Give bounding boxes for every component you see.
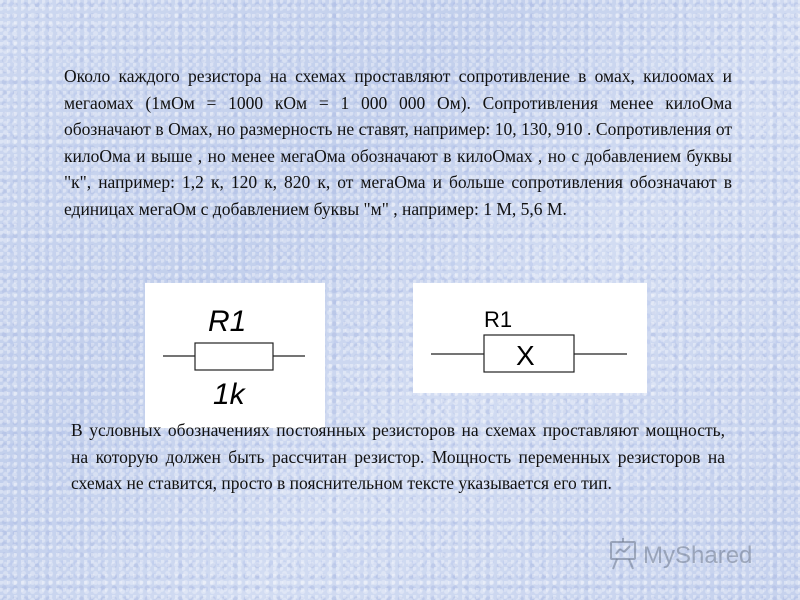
resistor-symbol-svg-2 (413, 283, 647, 393)
resistor-body (195, 343, 273, 370)
resistor-symbol-svg (145, 283, 325, 428)
resistor-body-label: X (516, 340, 535, 371)
paragraph-power-rating: В условных обозначениях постоянных резисторов на схемах проставляют мощность, на которую должен быть рассчитан резистор. Мощность переменных резисторов на схемах не ставится, просто в пояснительном тексте указывается его тип. (71, 420, 725, 493)
resistor-designator-label-2: R1 (484, 307, 513, 332)
resistor-designator-label: R1 (208, 305, 247, 338)
myshared-watermark (607, 536, 777, 572)
resistor-diagram-x (413, 283, 647, 393)
paragraph-resistance-notation: Около каждого резистора на схемах проставляют сопротивление в омах, килоомах и мегаомах (1мОм = 1000 кОм = 1 000 000 Ом). Сопротивления менее килоОма обозначают в Омах, но размерность не ставят, например: 10, 130, 910 . Сопротивления от килоОма и выше , но менее мегаОма обозначают в килоОмах , но с добавлением буквы "к", например: 1,2 к, 120 к, 820 к, от мегаОма и больше сопротивления обозначают в единицах мегаОм с добавлением буквы "м" , например: 1 М, 5,6 М. (64, 66, 732, 219)
resistor-diagram-1k (145, 283, 325, 428)
presentation-board-icon (611, 538, 635, 569)
watermark-text: MyShared (643, 542, 753, 569)
resistance-value-label: 1k (213, 378, 245, 411)
